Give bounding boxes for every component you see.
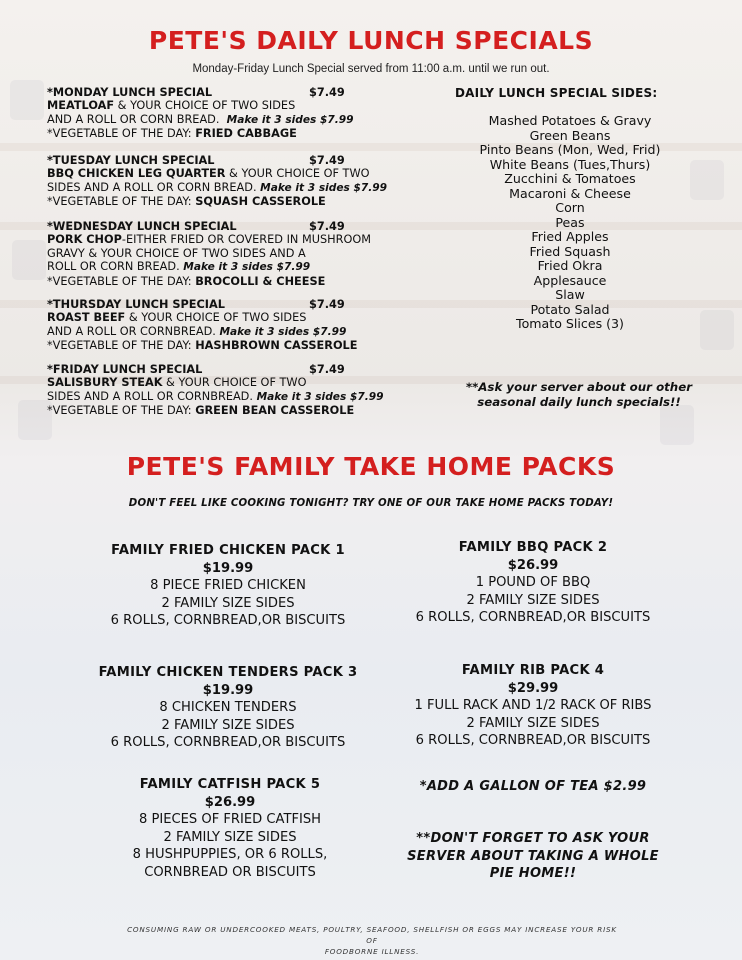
pack-name: FAMILY FRIED CHICKEN PACK 1 xyxy=(111,543,345,558)
pack-line: 8 HUSHPUPPIES, OR 6 ROLLS, xyxy=(132,847,328,862)
vegetable-of-day: SQUASH CASSEROLE xyxy=(195,195,326,209)
side-item: Green Beans xyxy=(529,127,611,143)
pack-name: FAMILY BBQ PACK 2 xyxy=(458,540,608,555)
disclaimer-line: CONSUMING RAW OR UNDERCOOKED MEATS, POULTRY, SEAFOOD, SHELLFISH OR EGGS MAY INCREASE YOUR RISK OF xyxy=(127,925,617,945)
special-day: *WEDNESDAY LUNCH SPECIAL xyxy=(47,220,237,233)
pack-2 xyxy=(388,539,678,627)
side-item: Pinto Beans (Mon, Wed, Frid) xyxy=(479,142,661,157)
special-day: *FRIDAY LUNCH SPECIAL xyxy=(47,363,203,376)
side-item: Slaw xyxy=(555,287,585,302)
side-item: Mashed Potatoes & Gravy xyxy=(488,113,652,128)
special-day: *THURSDAY LUNCH SPECIAL xyxy=(47,298,225,311)
special-description: SIDES AND A ROLL OR CORNBREAD. xyxy=(47,389,253,403)
special-price: $7.49 xyxy=(309,298,345,311)
take-home-subtitle: DON'T FEEL LIKE COOKING TONIGHT? TRY ONE OF OUR TAKE HOME PACKS TODAY! xyxy=(128,498,614,509)
pack-line: 6 ROLLS, CORNBREAD,OR BISCUITS xyxy=(110,613,346,628)
pack-line: 2 FAMILY SIZE SIDES xyxy=(161,595,295,611)
special-description: & YOUR CHOICE OF TWO xyxy=(162,376,307,390)
special-entree: PORK CHOP xyxy=(47,233,122,247)
vegetable-label: *VEGETABLE OF THE DAY: xyxy=(47,404,196,418)
three-sides-price: Make it 3 sides $7.99 xyxy=(219,325,347,338)
daily-specials-title: PETE'S DAILY LUNCH SPECIALS xyxy=(148,26,594,55)
sides-list xyxy=(455,114,685,332)
pack-price: $29.99 xyxy=(507,680,559,696)
side-item: Potato Salad xyxy=(530,301,610,317)
vegetable-of-day: FRIED CABBAGE xyxy=(195,127,297,141)
pack-line: 2 FAMILY SIZE SIDES xyxy=(466,715,600,731)
pack-price: $26.99 xyxy=(204,794,256,810)
special-entree: MEATLOAF xyxy=(47,99,115,113)
special-price: $7.49 xyxy=(309,154,345,167)
vegetable-of-day: BROCOLLI & CHEESE xyxy=(195,274,326,288)
pack-5 xyxy=(80,776,380,881)
pack-line: 1 FULL RACK AND 1/2 RACK OF RIBS xyxy=(414,698,652,713)
vegetable-of-day: HASHBROWN CASSEROLE xyxy=(195,339,358,353)
vegetable-label: *VEGETABLE OF THE DAY: xyxy=(47,339,196,353)
food-safety-disclaimer xyxy=(120,924,624,957)
side-item: Macaroni & Cheese xyxy=(509,185,631,201)
pack-price: $19.99 xyxy=(202,560,254,576)
special-description: GRAVY & YOUR CHOICE OF TWO SIDES AND A xyxy=(47,246,306,260)
pack-name: FAMILY CATFISH PACK 5 xyxy=(139,777,321,792)
seasonal-note-line: seasonal daily lunch specials!! xyxy=(477,395,681,409)
pie-note-line: SERVER ABOUT TAKING A WHOLE xyxy=(407,848,659,864)
special-entree: SALISBURY STEAK xyxy=(47,376,163,390)
side-item: Fried Squash xyxy=(529,243,611,259)
pack-line: 1 POUND OF BBQ xyxy=(475,575,591,590)
special-description: ROLL OR CORN BREAD. xyxy=(47,260,180,274)
pack-price: $19.99 xyxy=(202,682,254,698)
special-price: $7.49 xyxy=(309,86,345,99)
special-day: *MONDAY LUNCH SPECIAL xyxy=(47,86,213,99)
pack-1 xyxy=(78,542,378,630)
side-item: Corn xyxy=(555,200,585,215)
side-item: Tomato Slices (3) xyxy=(516,316,624,331)
three-sides-price: Make it 3 sides $7.99 xyxy=(260,181,388,194)
special-description: AND A ROLL OR CORNBREAD. xyxy=(47,324,216,338)
side-item: Fried Okra xyxy=(537,258,603,273)
side-item: White Beans (Tues,Thurs) xyxy=(489,156,651,172)
pack-line: 2 FAMILY SIZE SIDES xyxy=(466,592,600,608)
special-description: & YOUR CHOICE OF TWO SIDES xyxy=(125,311,307,325)
vegetable-of-day: GREEN BEAN CASSEROLE xyxy=(195,404,355,418)
special-description: & YOUR CHOICE OF TWO xyxy=(225,167,370,181)
special-description: -EITHER FRIED OR COVERED IN MUSHROOM xyxy=(121,233,372,247)
daily-specials-subtitle: Monday-Friday Lunch Special served from 11:00 a.m. until we run out. xyxy=(192,63,550,75)
pie-note xyxy=(388,830,678,883)
take-home-title: PETE'S FAMILY TAKE HOME PACKS xyxy=(126,452,616,481)
special-price: $7.49 xyxy=(309,363,345,376)
pack-line: 2 FAMILY SIZE SIDES xyxy=(161,717,295,733)
special-description: AND A ROLL OR CORN BREAD. xyxy=(47,112,220,126)
pack-name: FAMILY CHICKEN TENDERS PACK 3 xyxy=(98,665,358,680)
pack-name: FAMILY RIB PACK 4 xyxy=(461,663,605,678)
pack-line: 6 ROLLS, CORNBREAD,OR BISCUITS xyxy=(415,610,651,625)
three-sides-price: Make it 3 sides $7.99 xyxy=(256,390,384,403)
pie-note-line: **DON'T FORGET TO ASK YOUR xyxy=(416,831,650,846)
vegetable-label: *VEGETABLE OF THE DAY: xyxy=(47,195,196,209)
pack-line: 6 ROLLS, CORNBREAD,OR BISCUITS xyxy=(415,733,651,748)
special-description: & YOUR CHOICE OF TWO SIDES xyxy=(114,99,296,113)
tuesday-special xyxy=(47,154,447,209)
three-sides-price: Make it 3 sides $7.99 xyxy=(183,261,311,274)
tea-addon-note xyxy=(388,778,678,796)
pack-line: 8 CHICKEN TENDERS xyxy=(159,700,297,715)
pack-4 xyxy=(388,662,678,750)
pack-line: 2 FAMILY SIZE SIDES xyxy=(163,829,297,845)
side-item: Fried Apples xyxy=(531,229,609,244)
pack-line: CORNBREAD OR BISCUITS xyxy=(144,864,316,880)
vegetable-label: *VEGETABLE OF THE DAY: xyxy=(47,274,196,288)
special-entree: BBQ CHICKEN LEG QUARTER xyxy=(47,167,226,181)
side-item: Peas xyxy=(555,214,585,230)
side-item: Zucchini & Tomatoes xyxy=(504,171,636,186)
sides-heading: DAILY LUNCH SPECIAL SIDES: xyxy=(455,86,658,100)
pack-3 xyxy=(78,664,378,752)
tea-addon-text: *ADD A GALLON OF TEA $2.99 xyxy=(419,779,647,794)
side-item: Applesauce xyxy=(533,272,607,288)
three-sides-price: Make it 3 sides $7.99 xyxy=(226,113,354,126)
thursday-special xyxy=(47,298,447,353)
monday-special xyxy=(47,86,447,141)
special-entree: ROAST BEEF xyxy=(47,311,126,325)
pack-line: 8 PIECES OF FRIED CATFISH xyxy=(138,812,322,827)
special-description: SIDES AND A ROLL OR CORN BREAD. xyxy=(47,180,257,194)
pack-price: $26.99 xyxy=(507,557,559,573)
vegetable-label: *VEGETABLE OF THE DAY: xyxy=(47,127,196,141)
pack-line: 6 ROLLS, CORNBREAD,OR BISCUITS xyxy=(110,735,346,750)
pie-note-line: PIE HOME!! xyxy=(489,866,577,881)
special-day: *TUESDAY LUNCH SPECIAL xyxy=(47,154,215,167)
seasonal-specials-note xyxy=(443,380,715,410)
special-price: $7.49 xyxy=(309,220,345,233)
wednesday-special xyxy=(47,220,447,288)
disclaimer-line: FOODBORNE ILLNESS. xyxy=(324,947,420,956)
seasonal-note-line: **Ask your server about our other xyxy=(465,380,693,394)
pack-line: 8 PIECE FRIED CHICKEN xyxy=(150,578,306,593)
friday-special xyxy=(47,363,447,418)
